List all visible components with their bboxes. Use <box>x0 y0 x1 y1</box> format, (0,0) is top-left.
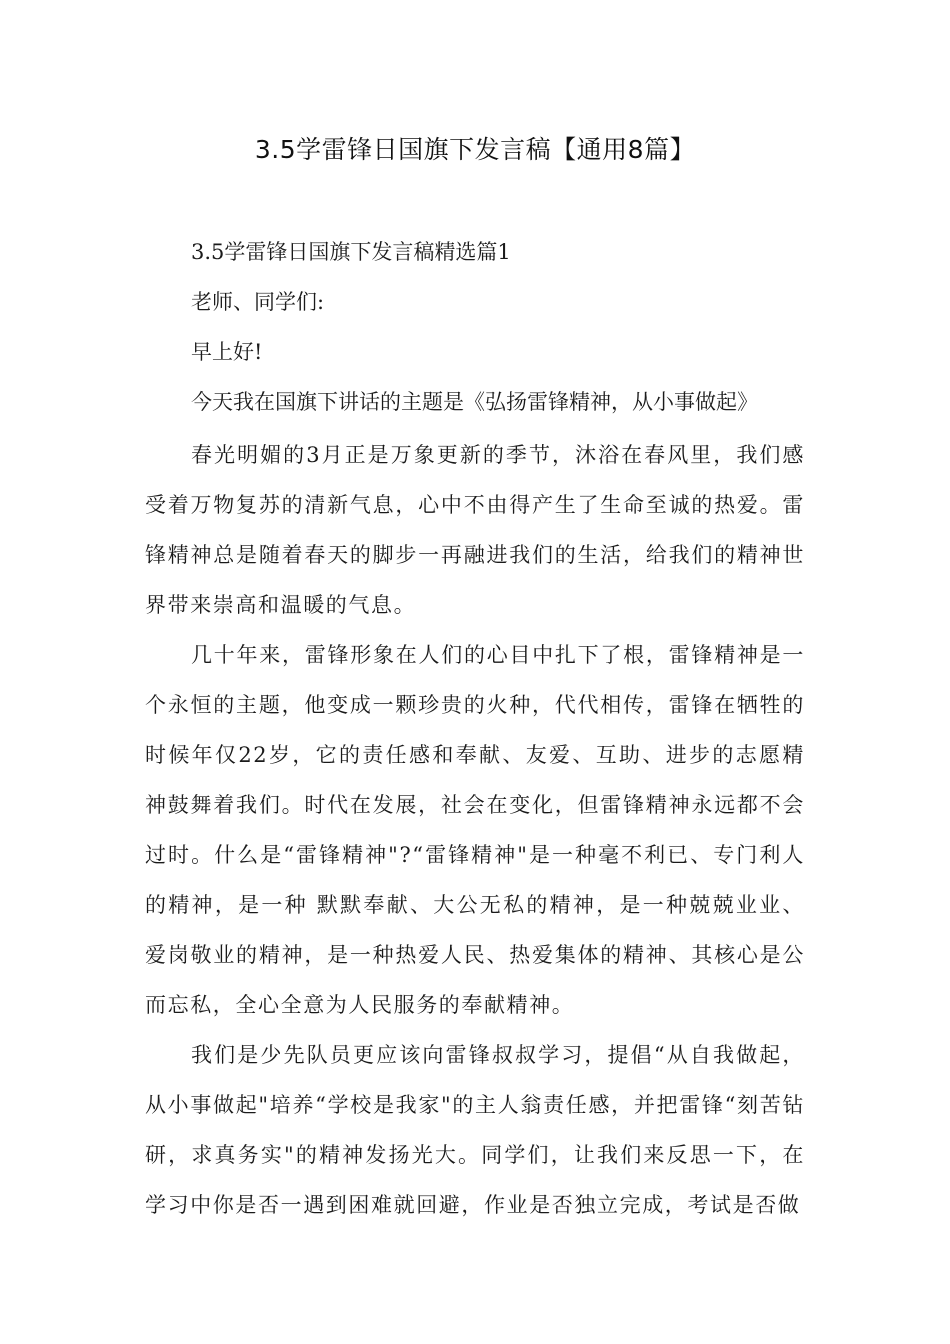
document-body <box>145 234 805 1230</box>
section-heading: 3.5学雷锋日国旗下发言稿精选篇1 <box>191 240 511 264</box>
paragraph-1: 春光明媚的3月正是万象更新的季节，沐浴在春风里，我们感受着万物复苏的清新气息，心中不由得产生了生命至诚的热爱。雷锋精神总是随着春天的脚步一再融进我们的生活，给我们的精神世界带来崇高和温暖的气息。 <box>145 443 805 617</box>
paragraph-3: 我们是少先队员更应该向雷锋叔叔学习，提倡“从自我做起，从小事做起"培养“学校是我家"的主人翁责任感，并把雷锋“刻苦钻研，求真务实"的精神发扬光大。同学们，让我们来反思一下，在学习中你是否一遇到困难就回避，作业是否独立完成，考试是否做 <box>145 1043 805 1217</box>
salutation: 老师、同学们: <box>191 290 325 314</box>
paragraph-2: 几十年来，雷锋形象在人们的心目中扎下了根，雷锋精神是一个永恒的主题，他变成一颗珍贵的火种，代代相传，雷锋在牺牲的时候年仅22岁，它的责任感和奉献、友爱、互助、进步的志愿精神鼓舞着我们。时代在发展，社会在变化，但雷锋精神永远都不会过时。什么是“雷锋精神"?“雷锋精神"是一种毫不利已、专门利人的精神，是一种 默默奉献、大公无私的精神，是一种兢兢业业、爱岗敬业的精神，是一种热爱人民、热爱集体的精神、其核心是公而忘私，全心全意为人民服务的奉献精神。 <box>145 643 805 1017</box>
paragraph-group <box>145 430 805 1230</box>
topic-line: 今天我在国旗下讲话的主题是《弘扬雷锋精神，从小事做起》 <box>191 390 758 414</box>
document-title: 3.5学雷锋日国旗下发言稿【通用8篇】 <box>254 135 696 164</box>
greeting: 早上好! <box>191 340 263 364</box>
